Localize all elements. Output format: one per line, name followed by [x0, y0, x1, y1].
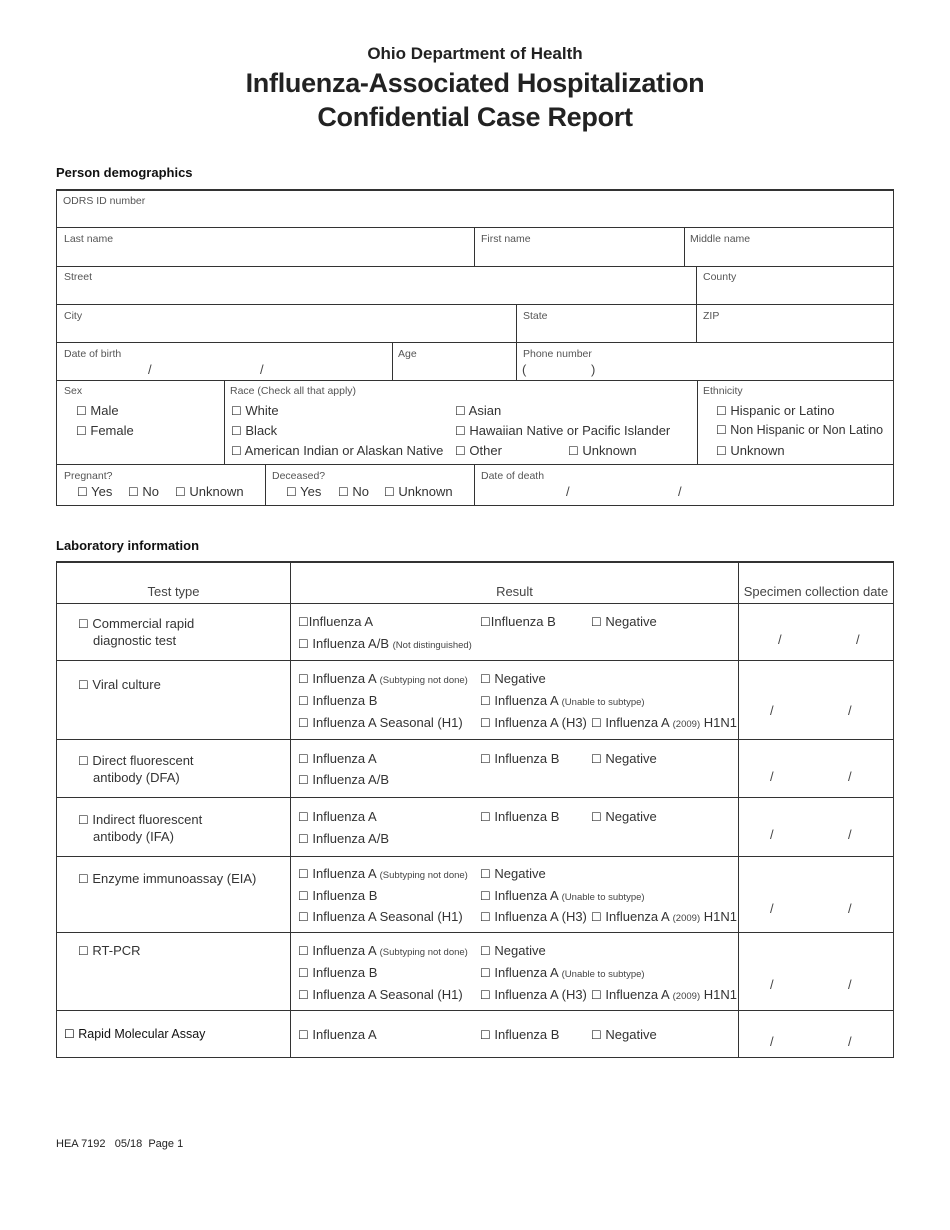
checkbox-icon[interactable]: ☐ — [298, 672, 309, 686]
date-separator: / — [848, 703, 852, 718]
result-influenza-b[interactable]: ☐ Influenza B — [298, 888, 378, 903]
test-viral-culture[interactable]: ☐ Viral culture — [78, 677, 161, 692]
result-negative[interactable]: ☐ Negative — [480, 671, 546, 686]
result-influenza-a-unable-to-subtype[interactable]: ☐ Influenza A (Unable to subtype) — [480, 888, 645, 903]
pregnant-option-no[interactable]: ☐ No — [128, 484, 160, 499]
column-header-specimen-date: Specimen collection date — [743, 584, 889, 599]
result-influenza-ab[interactable]: ☐ Influenza A/B — [298, 772, 390, 787]
checkbox-icon[interactable]: ☐ — [384, 485, 395, 499]
result-influenza-a-unable-to-subtype[interactable]: ☐ Influenza A (Unable to subtype) — [480, 693, 645, 708]
checkbox-icon[interactable]: ☐ — [298, 944, 309, 958]
checkbox-icon[interactable]: ☐ — [480, 889, 491, 903]
column-header-result: Result — [496, 584, 533, 599]
result-influenza-b[interactable]: ☐ Influenza B — [298, 693, 378, 708]
checkbox-icon[interactable]: ☐ — [480, 694, 491, 708]
checkbox-icon[interactable]: ☐ — [480, 867, 491, 881]
checkbox-icon[interactable]: ☐ — [298, 694, 309, 708]
race-option-unknown[interactable]: ☐ Unknown — [568, 443, 637, 458]
checkbox-icon[interactable]: ☐ — [480, 988, 491, 1002]
checkbox-icon[interactable]: ☐ — [298, 988, 309, 1002]
result-influenza-a[interactable]: ☐ Influenza A — [298, 1027, 377, 1042]
checkbox-icon[interactable]: ☐ — [480, 910, 491, 924]
date-separator: / — [770, 977, 774, 992]
checkbox-icon[interactable]: ☐ — [78, 617, 89, 631]
result-influenza-a-seasonal-h1[interactable]: ☐ Influenza A Seasonal (H1) — [298, 715, 463, 730]
checkbox-icon[interactable]: ☐ — [480, 1028, 491, 1042]
checkbox-icon[interactable]: ☐ — [64, 1027, 75, 1041]
age-label: Age — [398, 348, 417, 360]
street-label: Street — [64, 271, 93, 283]
result-negative[interactable]: ☐ Negative — [591, 614, 657, 629]
result-influenza-a-h3[interactable]: ☐ Influenza A (H3) — [480, 715, 587, 730]
dod-separator: / — [678, 484, 682, 499]
date-separator: / — [770, 703, 774, 718]
dob-separator: / — [148, 362, 152, 377]
zip-label: ZIP — [703, 310, 720, 322]
checkbox-icon[interactable]: ☐ — [78, 944, 89, 958]
city-label: City — [64, 310, 83, 322]
sex-option-female[interactable]: ☐ Female — [76, 423, 134, 438]
result-influenza-a-subtyping-not-done[interactable]: ☐ Influenza A (Subtyping not done) — [298, 943, 468, 958]
result-influenza-b[interactable]: ☐Influenza B — [480, 614, 556, 629]
checkbox-icon[interactable]: ☐ — [231, 424, 242, 438]
test-indirect-fluorescent-antibody[interactable]: ☐ Indirect fluorescent — [78, 812, 203, 827]
date-separator: / — [770, 1034, 774, 1049]
race-option-asian[interactable]: ☐ Asian — [455, 403, 502, 418]
result-influenza-a[interactable]: ☐Influenza A — [298, 614, 374, 629]
checkbox-icon[interactable]: ☐ — [480, 716, 491, 730]
checkbox-icon[interactable]: ☐ — [298, 752, 309, 766]
checkbox-icon[interactable]: ☐ — [480, 966, 491, 980]
checkbox-icon[interactable]: ☐ — [76, 404, 87, 418]
deceased-label: Deceased? — [272, 470, 326, 482]
result-influenza-a-seasonal-h1[interactable]: ☐ Influenza A Seasonal (H1) — [298, 987, 463, 1002]
checkbox-icon[interactable]: ☐ — [338, 485, 349, 499]
checkbox-icon[interactable]: ☐ — [480, 944, 491, 958]
date-separator: / — [770, 827, 774, 842]
deceased-option-no[interactable]: ☐ No — [338, 484, 370, 499]
ethnicity-label: Ethnicity — [703, 385, 743, 397]
checkbox-icon[interactable]: ☐ — [591, 1028, 602, 1042]
race-option-hawaiian[interactable]: ☐ Hawaiian Native or Pacific Islander — [455, 423, 671, 438]
checkbox-icon[interactable]: ☐ — [591, 716, 602, 730]
phone-paren-open: ( — [522, 362, 527, 377]
result-influenza-a-subtyping-not-done[interactable]: ☐ Influenza A (Subtyping not done) — [298, 866, 468, 881]
middle-name-label: Middle name — [690, 233, 751, 245]
test-enzyme-immunoassay[interactable]: ☐ Enzyme immunoassay (EIA) — [78, 871, 257, 886]
result-influenza-b[interactable]: ☐ Influenza B — [480, 1027, 560, 1042]
date-separator: / — [770, 769, 774, 784]
sex-label: Sex — [64, 385, 83, 397]
date-separator: / — [848, 1034, 852, 1049]
checkbox-icon[interactable]: ☐ — [78, 872, 89, 886]
checkbox-icon[interactable]: ☐ — [455, 444, 466, 458]
date-separator: / — [848, 827, 852, 842]
race-option-black[interactable]: ☐ Black — [231, 423, 278, 438]
county-label: County — [703, 271, 737, 283]
test-rt-pcr[interactable]: ☐ RT-PCR — [78, 943, 141, 958]
first-name-label: First name — [481, 233, 531, 245]
demographics-section-title: Person demographics — [56, 165, 193, 180]
result-influenza-a-seasonal-h1[interactable]: ☐ Influenza A Seasonal (H1) — [298, 909, 463, 924]
checkbox-icon[interactable]: ☐ — [455, 404, 466, 418]
checkbox-icon[interactable]: ☐ — [298, 773, 309, 787]
checkbox-icon[interactable]: ☐ — [298, 910, 309, 924]
phone-number-label: Phone number — [523, 348, 592, 360]
result-influenza-b[interactable]: ☐ Influenza B — [298, 965, 378, 980]
checkbox-icon[interactable]: ☐ — [298, 716, 309, 730]
pregnant-option-yes[interactable]: ☐ Yes — [77, 484, 113, 499]
pregnant-label: Pregnant? — [64, 470, 113, 482]
result-negative[interactable]: ☐ Negative — [591, 1027, 657, 1042]
result-influenza-ab[interactable]: ☐ Influenza A/B — [298, 831, 390, 846]
date-separator: / — [856, 632, 860, 647]
test-label-continued: antibody (IFA) — [93, 829, 174, 844]
checkbox-icon[interactable]: ☐ — [716, 423, 727, 437]
deceased-option-yes[interactable]: ☐ Yes — [286, 484, 322, 499]
result-influenza-a-2009-h1n1[interactable]: ☐ Influenza A (2009) H1N1 — [591, 987, 737, 1002]
last-name-label: Last name — [64, 233, 114, 245]
form-title-line-2: Confidential Case Report — [317, 102, 633, 132]
lab-section-title: Laboratory information — [56, 538, 200, 553]
result-influenza-a-2009-h1n1[interactable]: ☐ Influenza A (2009) H1N1 — [591, 909, 737, 924]
checkbox-icon[interactable]: ☐ — [480, 672, 491, 686]
dob-separator: / — [260, 362, 264, 377]
checkbox-icon[interactable]: ☐ — [591, 752, 602, 766]
checkbox-icon[interactable]: ☐ — [591, 988, 602, 1002]
dod-separator: / — [566, 484, 570, 499]
organization-name: Ohio Department of Health — [367, 44, 583, 63]
checkbox-icon[interactable]: ☐ — [78, 754, 89, 768]
checkbox-icon[interactable]: ☐ — [455, 424, 466, 438]
checkbox-icon[interactable]: ☐ — [298, 1028, 309, 1042]
result-influenza-a[interactable]: ☐ Influenza A — [298, 809, 377, 824]
checkbox-icon[interactable]: ☐ — [480, 810, 491, 824]
ethnicity-option-non-hispanic[interactable]: ☐ Non Hispanic or Non Latino — [716, 423, 884, 437]
date-of-birth-label: Date of birth — [64, 348, 122, 360]
race-option-american-indian[interactable]: ☐ American Indian or Alaskan Native — [231, 443, 444, 458]
checkbox-icon[interactable]: ☐ — [298, 966, 309, 980]
date-separator: / — [848, 977, 852, 992]
checkbox-icon[interactable]: ☐ — [298, 810, 309, 824]
checkbox-icon[interactable]: ☐ — [591, 810, 602, 824]
checkbox-icon[interactable]: ☐ — [128, 485, 139, 499]
date-separator: / — [848, 769, 852, 784]
column-header-test-type: Test type — [147, 584, 200, 599]
sex-option-male[interactable]: ☐ Male — [76, 403, 119, 418]
date-of-death-label: Date of death — [481, 470, 545, 482]
checkbox-icon[interactable]: ☐ — [286, 485, 297, 499]
date-separator: / — [770, 901, 774, 916]
checkbox-icon[interactable]: ☐ — [480, 752, 491, 766]
result-influenza-a-2009-h1n1[interactable]: ☐ Influenza A (2009) H1N1 — [591, 715, 737, 730]
test-commercial-rapid[interactable]: ☐ Commercial rapid — [78, 616, 195, 631]
result-influenza-ab[interactable]: ☐ Influenza A/B (Not distinguished) — [298, 636, 472, 651]
result-influenza-b[interactable]: ☐ Influenza B — [480, 751, 560, 766]
ethnicity-option-hispanic[interactable]: ☐ Hispanic or Latino — [716, 403, 835, 418]
checkbox-icon[interactable]: ☐ — [568, 444, 579, 458]
checkbox-icon[interactable]: ☐ — [716, 404, 727, 418]
checkbox-icon[interactable]: ☐ — [591, 615, 602, 629]
checkbox-icon[interactable]: ☐ — [591, 910, 602, 924]
checkbox-icon[interactable]: ☐ — [298, 832, 309, 846]
odrs-id-label: ODRS ID number — [63, 195, 146, 207]
race-label: Race (Check all that apply) — [230, 385, 357, 397]
checkbox-icon[interactable]: ☐ — [716, 444, 727, 458]
test-label-continued: antibody (DFA) — [93, 770, 180, 785]
checkbox-icon[interactable]: ☐ — [298, 889, 309, 903]
result-influenza-a-h3[interactable]: ☐ Influenza A (H3) — [480, 909, 587, 924]
result-influenza-a-subtyping-not-done[interactable]: ☐ Influenza A (Subtyping not done) — [298, 671, 468, 686]
test-direct-fluorescent-antibody[interactable]: ☐ Direct fluorescent — [78, 753, 194, 768]
result-negative[interactable]: ☐ Negative — [591, 751, 657, 766]
checkbox-icon[interactable]: ☐ — [231, 404, 242, 418]
checkbox-icon[interactable]: ☐ — [78, 678, 89, 692]
checkbox-icon[interactable]: ☐ — [298, 615, 309, 629]
test-rapid-molecular-assay[interactable]: ☐ Rapid Molecular Assay — [64, 1027, 206, 1041]
checkbox-icon[interactable]: ☐ — [77, 485, 88, 499]
result-influenza-a-unable-to-subtype[interactable]: ☐ Influenza A (Unable to subtype) — [480, 965, 645, 980]
checkbox-icon[interactable]: ☐ — [480, 615, 491, 629]
result-negative[interactable]: ☐ Negative — [480, 943, 546, 958]
deceased-option-unknown[interactable]: ☐ Unknown — [384, 484, 453, 499]
result-influenza-a[interactable]: ☐ Influenza A — [298, 751, 377, 766]
result-negative[interactable]: ☐ Negative — [591, 809, 657, 824]
race-option-other[interactable]: ☐ Other — [455, 443, 502, 458]
checkbox-icon[interactable]: ☐ — [175, 485, 186, 499]
test-label-continued: diagnostic test — [93, 633, 177, 648]
pregnant-option-unknown[interactable]: ☐ Unknown — [175, 484, 244, 499]
date-separator: / — [848, 901, 852, 916]
ethnicity-option-unknown[interactable]: ☐ Unknown — [716, 443, 785, 458]
phone-paren-close: ) — [591, 362, 596, 377]
checkbox-icon[interactable]: ☐ — [298, 867, 309, 881]
form-title-line-1: Influenza-Associated Hospitalization — [245, 68, 705, 98]
state-label: State — [523, 310, 548, 322]
form-footer: HEA 7192 05/18 Page 1 — [56, 1138, 184, 1150]
checkbox-icon[interactable]: ☐ — [76, 424, 87, 438]
result-influenza-b[interactable]: ☐ Influenza B — [480, 809, 560, 824]
date-separator: / — [778, 632, 782, 647]
checkbox-icon[interactable]: ☐ — [298, 637, 309, 651]
checkbox-icon[interactable]: ☐ — [231, 444, 242, 458]
checkbox-icon[interactable]: ☐ — [78, 813, 89, 827]
race-option-white[interactable]: ☐ White — [231, 403, 279, 418]
result-influenza-a-h3[interactable]: ☐ Influenza A (H3) — [480, 987, 587, 1002]
result-negative[interactable]: ☐ Negative — [480, 866, 546, 881]
